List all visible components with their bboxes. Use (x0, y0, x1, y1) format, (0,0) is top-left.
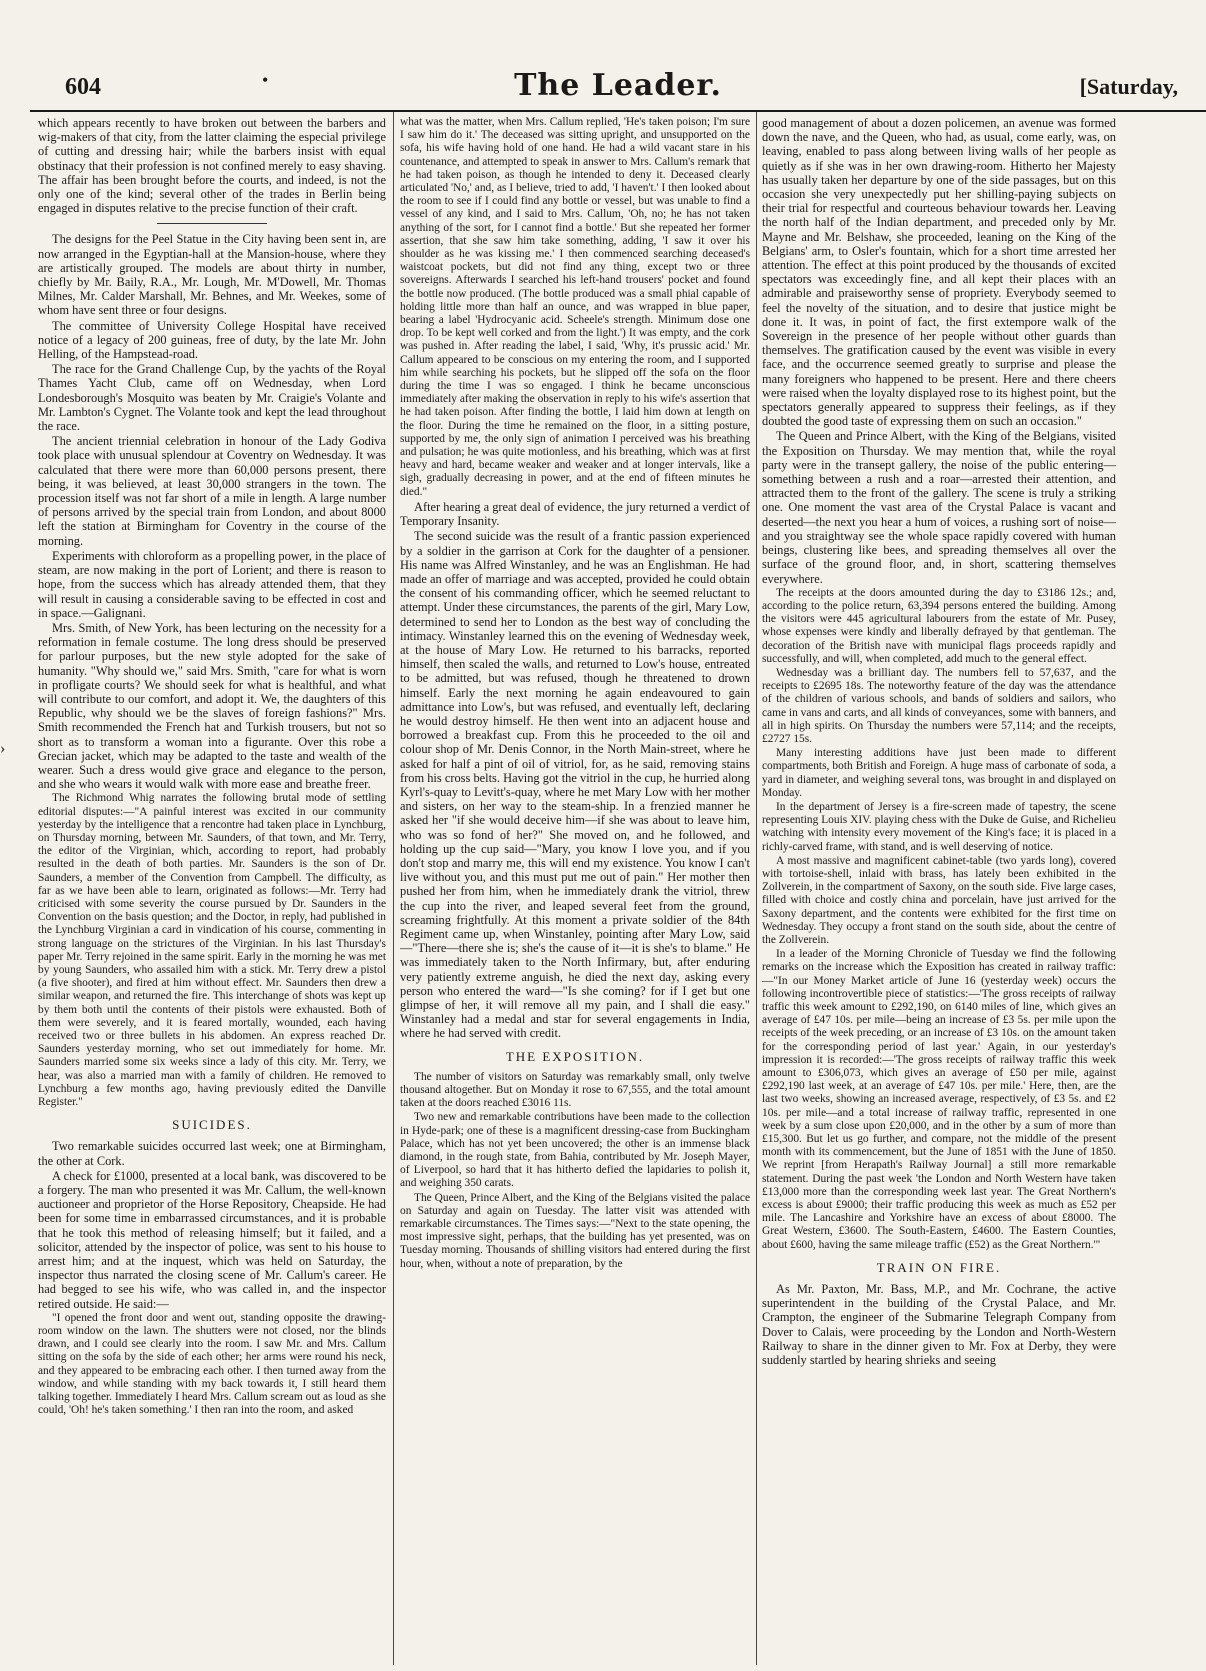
paragraph: The committee of University College Hospital have received notice of a legacy of 200 guineas, free of duty, by the late Mr. John Helling, of the Hampstead-road. (38, 318, 386, 362)
page-header (30, 70, 1206, 112)
page-number: 604 (65, 74, 101, 100)
paragraph: which appears recently to have broken out between the barbers and wig-makers of that city, from the latter claiming the especial privilege of cutting and dressing hair; while the barbers insist with equal obstinacy that their profession is not confined merely to easy shaving. The affair has been brought before the courts, and indeed, is not the only one of the kind; several other of the trades in Berlin being engaged in disputes relative to the precise function of their craft. (38, 116, 386, 216)
section-heading-train-fire: TRAIN ON FIRE. (876, 1259, 1002, 1275)
paragraph: Experiments with chloroform as a propelling power, in the place of steam, are now making in the port of Lorient; and there is reason to hope, from the success which has already attended them, that they will result in causing a considerable saving to be effected in cost and in space.—Galignani. (38, 548, 386, 620)
column-2 (400, 116, 750, 1666)
paragraph: The Richmond Whig narrates the following brutal mode of settling editorial disputes:—"A painful interest was excited in our community yesterday by the intelligence that a rencontre had taken place in Lynchburg, on Thursday morning, between Mr. Saunders, of that town, and Mr. Terry, the editor of the Virginian, which, according to report, had probably resulted in the death of both parties. Mr. Saunders is the son of Dr. Saunders, a member of the Convention from Campbell. The difficulty, as far as we have been able to learn, originated as follows:—Mr. Terry had criticised with some severity the course pursued by Dr. Saunders in the Convention on the basis question; and the Doctor, in reply, had published in the Lynchburg Virginian a card in vindication of his course, commenting in strong language on the strictures of the Virginian. In his last Thursday's paper Mr. Terry rejoined in the same spirit. Early in the morning he was met by young Saunders, who assailed him with a stick. Mr. Terry drew a pistol (a five shooter), and fired at him without effect. Mr. Saunders then drew a similar weapon, and returned the fire. This interchange of shots was kept up by them both until the contents of their pistols were exhausted. Both of them were severely, and it is feared mortally, wounded, each having received two or three bullets in his abdomen. An express reached Dr. Saunders yesterday morning, who set out immediately for home. Mr. Saunders married some six weeks since a lady of this city. Mr. Terry, we hear, was also a married man with a family of children. He removed to Lynchburg a few months ago, having previously edited the Danville Register." (38, 792, 386, 1109)
paragraph: Wednesday was a brilliant day. The numbers fell to 57,637, and the receipts to £2695 18s. The noteworthy feature of the day was the attendance of the children of various schools, and bands of soldiers and sailors, who came in vans and carts, and all kinds of conveyances, some with banners, and all in high spirits. On Thursday the numbers were 57,114; and the receipts, £2727 15s. (762, 666, 1116, 745)
paragraph: In the department of Jersey is a fire-screen made of tapestry, the scene representing Louis XIV. playing chess with the Duke de Guise, and Richelieu watching with intensity every movement of the King's face; it is placed in a richly-carved frame, with stand, and is well deserving of notice. (762, 800, 1116, 853)
paragraph: In a leader of the Morning Chronicle of Tuesday we find the following remarks on the increase which the Exposition has created in railway traffic:—"In our Money Market article of June 16 (yesterday week) occurs the following incontrovertible piece of statistics:—'The gross receipts of railway traffic this week amount to £292,190, on 6140 miles of line, which gives an average of £47 10s. per mile—being an increase of £3 5s. per mile upon the receipts of the week preceding, or an increase of £3 10s. on the amount taken for the corresponding period of last year.' Again, in our yesterday's impression it is recorded:—'The gross receipts of railway traffic this week amount to £306,073, which gives an average of £50 per mile, against £292,190 last week, at an average of £47 10s. per mile.' Here, then, are the last two weeks, showing an increased average, respectively, of £3 5s. and £2 10s. per mile—and a total increase of railway traffic, represented in one week by a sum close upon £20,000, and in the other by a sum of more than £15,300. But let us go further, and compare, not the middle of the present month with its commencement, but the June of 1851 with the June of 1850. We reprint [from Herapath's Railway Journal] a still more remarkable statement. During the past week 'the London and North Western have taken £13,000 more than the corresponding week last year. The Great Northern's excess is about £9000; their traffic producing this week as much as £52 per mile. The Lancashire and Yorkshire have an excess of about £8000. The Great Western, £3600. The South-Eastern, £4600. The Eastern Counties, about £600, having the same mileage traffic (£52) as the Great Northern.'" (762, 948, 1116, 1251)
paragraph: what was the matter, when Mrs. Callum replied, 'He's taken poison; I'm sure I saw him do it.' The deceased was sitting upright, and unsupported on the sofa, his wife having hold of one hand. He had a wild vacant stare in his countenance, and attempted to speak in answer to Mrs. Callum's remark that he had taken poison, as though he intended to deny it. Deceased clearly articulated 'No,' and, as I believe, tried to add, 'I haven't.' I then looked about the room to see if I could find any bottle or vessel, but was unable to find a vessel of any kind, and I said to Mrs. Callum, 'Oh, no; he has not taken anything of the sort, for I cannot find a bottle.' But she repeated her former assertion, that she saw him take something, adding, 'I saw it over his shoulder as he was kissing me.' I then commenced searching deceased's waistcoat pockets, but did not find any thing, except two or three sovereigns. Afterwards I searched his left-hand trousers' pocket and found the bottle now produced. (The bottle produced was a small phial capable of holding little more than half an ounce, and was wrapped in blue paper, bearing a label 'Hydrocyanic acid. Scheele's strength. Minimum dose one drop. To be kept well corked and from the light.') It was empty, and the cork was pushed in. After reading the label, I said, 'Why, it's prussic acid.' Mr. Callum appeared to be conscious on my entering the room, and I supported him while searching his pockets, but he slipped off the sofa on the floor during the time I was so engaged. I think he became unconscious immediately after making the observation in reply to his wife's assertion that he had taken poison. After finding the bottle, I laid him down at length on the floor. During the time he remained on the floor, in a sitting posture, supported by me, the only sign of animation I perceived was his breathing and pulsation; he was quite motionless, and his breathing, which was at first heavy and hard, became weaker and weaker and at longer intervals, like a sigh, gradually decreasing in power, and at the end of fifteen minutes he died." (400, 116, 750, 498)
header-rule (30, 110, 1206, 112)
paragraph: The Queen and Prince Albert, with the King of the Belgians, visited the Exposition on Thursday. We may mention that, while the royal party were in the transept gallery, the noise of the public entering—something between a rush and a roar—arrested their attention, and attracted them to the front of the gallery. The scene is truly a striking one. One moment the vast area of the Crystal Palace is vacant and deserted—the next you hear a hum of voices, a rushing sort of noise—and you straightway see the whole space rapidly covered with human beings, clustering like bees, and spreading themselves all over the surface of the ground floor, and, in short, scattering themselves everywhere. (762, 429, 1116, 586)
paragraph: The second suicide was the result of a frantic passion experienced by a soldier in the garrison at Cork for the daughter of a pensioner. His name was Alfred Winstanley, and he was an Englishman. He had made an offer of marriage and was accepted, provided he could obtain the consent of his commanding officer, which he seemed reluctant to attempt. Under these circumstances, the parents of the girl, Mary Low, determined to send her to London as the best way of concluding the intimacy. Winstanley learned this on the evening of Wednesday week, at the house of Mary Low. He returned to his barracks, reported himself, then scaled the walls, and returned to Low's house, entreated to be admitted, but was refused, though he threatened to drown himself. Early the next morning he again endeavoured to gain admittance into Low's, but was refused, and eventually left, declaring he would destroy himself. He then went into an adjacent house and borrowed a breakfast cup. From this he proceeded to the oil and colour shop of Mr. Denis Connor, in the North Main-street, where he asked for half a pint of oil of vitriol, for, as he said, removing stains from his cross belts. Having got the vitriol in the cup, he hurried along Kyrl's-quay to Levitt's-quay, where he met Mary Low with her mother and sisters, on her way to the steam-ship. In a frenzied manner he asked her "if she would deceive him—if she was about to leave him, who was so fond of her?" She moved on, and he followed, and holding up the cup said—"Mary, you know I love you, and if you don't stop and marry me, this will end my existence. You know I can't live without you, and this must put me out of pain." Her mother then pushed her from him, when he immediately drank the vitriol, threw the cup into the river, and leaped several feet from the ground, screaming frightfully. At this moment a private soldier of the 84th Regiment came up, when Winstanley, pointing after Mary Low, said—"There—there she is; she's the cause of it—it is she's to blame." He was immediately taken to the North Infirmary, but, after enduring very patiently extreme anguish, he died the next day, asking every person who entered the ward—"Is she coming? for if I get but one glimpse of her, it will remove all my pain, and I shall die easy." Winstanley had a medal and star for several engagements in India, where he had served with credit. (400, 529, 750, 1041)
paragraph: The race for the Grand Challenge Cup, by the yachts of the Royal Thames Yacht Club, came off on Wednesday, when Lord Londesborough's Mosquito was beaten by Mr. Craigie's Volante and Mr. Lambton's Cygnet. The Volante took and kept the lead throughout the race. (38, 362, 386, 434)
paragraph: Two new and remarkable contributions have been made to the collection in Hyde-park; one of these is a magnificent dressing-case from Buckingham Palace, which has not yet been uncovered; the other is an immense black diamond, in the rough state, from Bahia, contributed by Mr. Joseph Mayer, of Liverpool, so hard that it has hitherto defied the lapidaries to polish it, and weighing 350 carats. (400, 1111, 750, 1190)
paragraph: The receipts at the doors amounted during the day to £3186 12s.; and, according to the police return, 63,394 persons entered the building. Among the visitors were 445 agricultural labourers from the estate of Mr. Pusey, whose expenses were kindly and liberally defrayed by that gentleman. The decoration of the British nave with municipal flags proceeds rapidly and successfully, and will, when completed, add much to the general effect. (762, 586, 1116, 665)
ornament-mark: • (262, 70, 269, 90)
column-rule-1 (393, 112, 394, 1665)
masthead-title: The Leader. (514, 68, 722, 103)
paragraph: After hearing a great deal of evidence, the jury returned a verdict of Temporary Insanity. (400, 499, 750, 529)
column-3 (762, 116, 1116, 1666)
paragraph: The Queen, Prince Albert, and the King of the Belgians visited the palace on Saturday and again on Tuesday. The latter visit was attended with remarkable circumstances. The Times says:—"Next to the state opening, the most impressive sight, perhaps, that the building has yet presented, was on Tuesday morning. Thousands of shilling visitors had entered during the first hour, when, without a note of preparation, by the (400, 1191, 750, 1270)
section-heading-suicides: SUICIDES. (172, 1117, 252, 1133)
paragraph: A most massive and magnificent cabinet-table (two yards long), covered with tortoise-shell, inlaid with brass, has lately been exhibited in the Zollverein, in the compartment of Saxony, on the south side. Five large cases, filled with choice and costly china and porcelain, have just arrived for the Saxony department, and the contents were exhibited for the first time on Wednesday. They occupy a front stand on the south side, about the centre of the Zollverein. (762, 854, 1116, 946)
section-heading-exposition: THE EXPOSITION. (505, 1048, 645, 1064)
paragraph: Two remarkable suicides occurred last week; one at Birmingham, the other at Cork. (38, 1139, 386, 1168)
paragraph: As Mr. Paxton, Mr. Bass, M.P., and Mr. Cochrane, the active superintendent in the building of the Crystal Palace, and Mr. Crampton, the engineer of the Submarine Telegraph Company from Dover to Calais, were proceeding by the London and North-Western Railway to share in the dinner given to Mr. Fox at Derby, they were suddenly startled by hearing shrieks and seeing (762, 1282, 1116, 1368)
paragraph: The designs for the Peel Statue in the City having been sent in, are now arranged in the Egyptian-hall at the Mansion-house, where they are artistically grouped. The models are about thirty in number, chiefly by Mr. Baily, R.A., Mr. Lough, Mr. M'Dowell, Mr. Thomas Milnes, Mr. Calder Marshall, Mr. Behnes, and Mr. Weekes, some of whom have sent three or four designs. (38, 232, 386, 318)
column-1 (38, 116, 386, 1666)
paragraph: The ancient triennial celebration in honour of the Lady Godiva took place with unusual splendour at Coventry on Wednesday. It was calculated that there were more than 60,000 persons present, there being, it was believed, at least 30,000 strangers in the town. The procession itself was not far short of a mile in length. A large number of persons arrived by the special train from London, and about 8000 left the station at Birmingham for Coventry in the course of the morning. (38, 434, 386, 548)
paragraph: Mrs. Smith, of New York, has been lecturing on the necessity for a reformation in female costume. The long dress should be preserved for parlour purposes, but the new style adopted for the sake of humanity. "Why should we," said Mrs. Smith, "care for what is worn in profligate courts? We should seek for what is healthful, and what will contribute to our comfort, and adopt it. We, the daughters of this Republic, why should we be the slaves of foreign fashions?" Mrs. Smith recommended the French hat and Turkish trousers, but not so short as to transform a woman into a figurante. Over this robe a Grecian jacket, which may be adapted to the taste and wealth of the wearer. Such a dress would give grace and elegance to the person, and she who wears it would walk with more ease and breathe freer. (38, 620, 386, 792)
paragraph: good management of about a dozen policemen, an avenue was formed down the nave, and the Queen, who had, as usual, come early, was, on leaving, enabled to pass along between living walls of her people as quietly as if she was in her own drawing-room. Hitherto her Majesty has usually taken her departure by one of the side passages, but on this occasion she very unexpectedly put her shilling-paying subjects on their trial for respectful and courteous behaviour towards her. Leaving the north half of the Indian department, and preceded only by Mr. Mayne and Mr. Belshaw, she proceeded, leaning on the King of the Belgians' arm, to Osler's fountain, which for a short time arrested her attention. The effect at this point produced by the thousands of excited spectators was exceedingly fine, and all kept their places with an admirable and praiseworthy sense of propriety. Everybody seemed to feel the novelty of the situation, and to desire that justice might be done it. It was, in point of fact, the first extempore walk of the Sovereign in the presence of her people without other guards than themselves. The gratification caused by the event was visible in every face, and the occurrence seemed greatly to surprise and please the many foreigners who happened to be present. Here and there cheers were raised when the loyalty displayed rose to its highest point, but the spectators generally appeared to suppress their feelings, as if they doubted the good taste of expressing them on such an occasion." (762, 116, 1116, 429)
column-rule-2 (756, 112, 757, 1665)
margin-mark: › (0, 740, 6, 757)
paragraph: Many interesting additions have just been made to different compartments, both British and Foreign. A huge mass of carbonate of soda, a yard in diameter, and weighing several tons, was brought in and displayed on Monday. (762, 747, 1116, 799)
paragraph: "I opened the front door and went out, standing opposite the drawing-room window on the lawn. The shutters were not closed, nor the blinds drawn, and I could see clearly into the room. I saw Mr. and Mrs. Callum sitting on the sofa by the side of each other; her arms were round his neck, and they appeared to be embracing each other. I then turned away from the window, and while standing with my back towards it, I still heard them talking together. Immediately I heard Mrs. Callum scream out as loud as she could, 'Oh! he's taken something.' I then ran into the room, and asked (38, 1311, 386, 1417)
paragraph: The number of visitors on Saturday was remarkably small, only twelve thousand altogether. But on Monday it rose to 67,555, and the total amount taken at the doors reached £3016 11s. (400, 1070, 750, 1110)
divider (157, 223, 267, 224)
paragraph: A check for £1000, presented at a local bank, was discovered to be a forgery. The man who presented it was Mr. Callum, the well-known auctioneer and proprietor of the Horse Repository, Cheapside. He had been for some time in embarrassed circumstances, and it is probable that he took this method of releasing himself; but it failed, and a solicitor, attended by the inspector of police, was sent to his house to arrest him; and at the inquest, which was held on Saturday, the inspector thus narrated the closing scene of Mr. Callum's career. He had begged to see his wife, who was called in, and the inspector retired outside. He said:— (38, 1168, 386, 1311)
issue-day: [Saturday, (1079, 74, 1178, 99)
